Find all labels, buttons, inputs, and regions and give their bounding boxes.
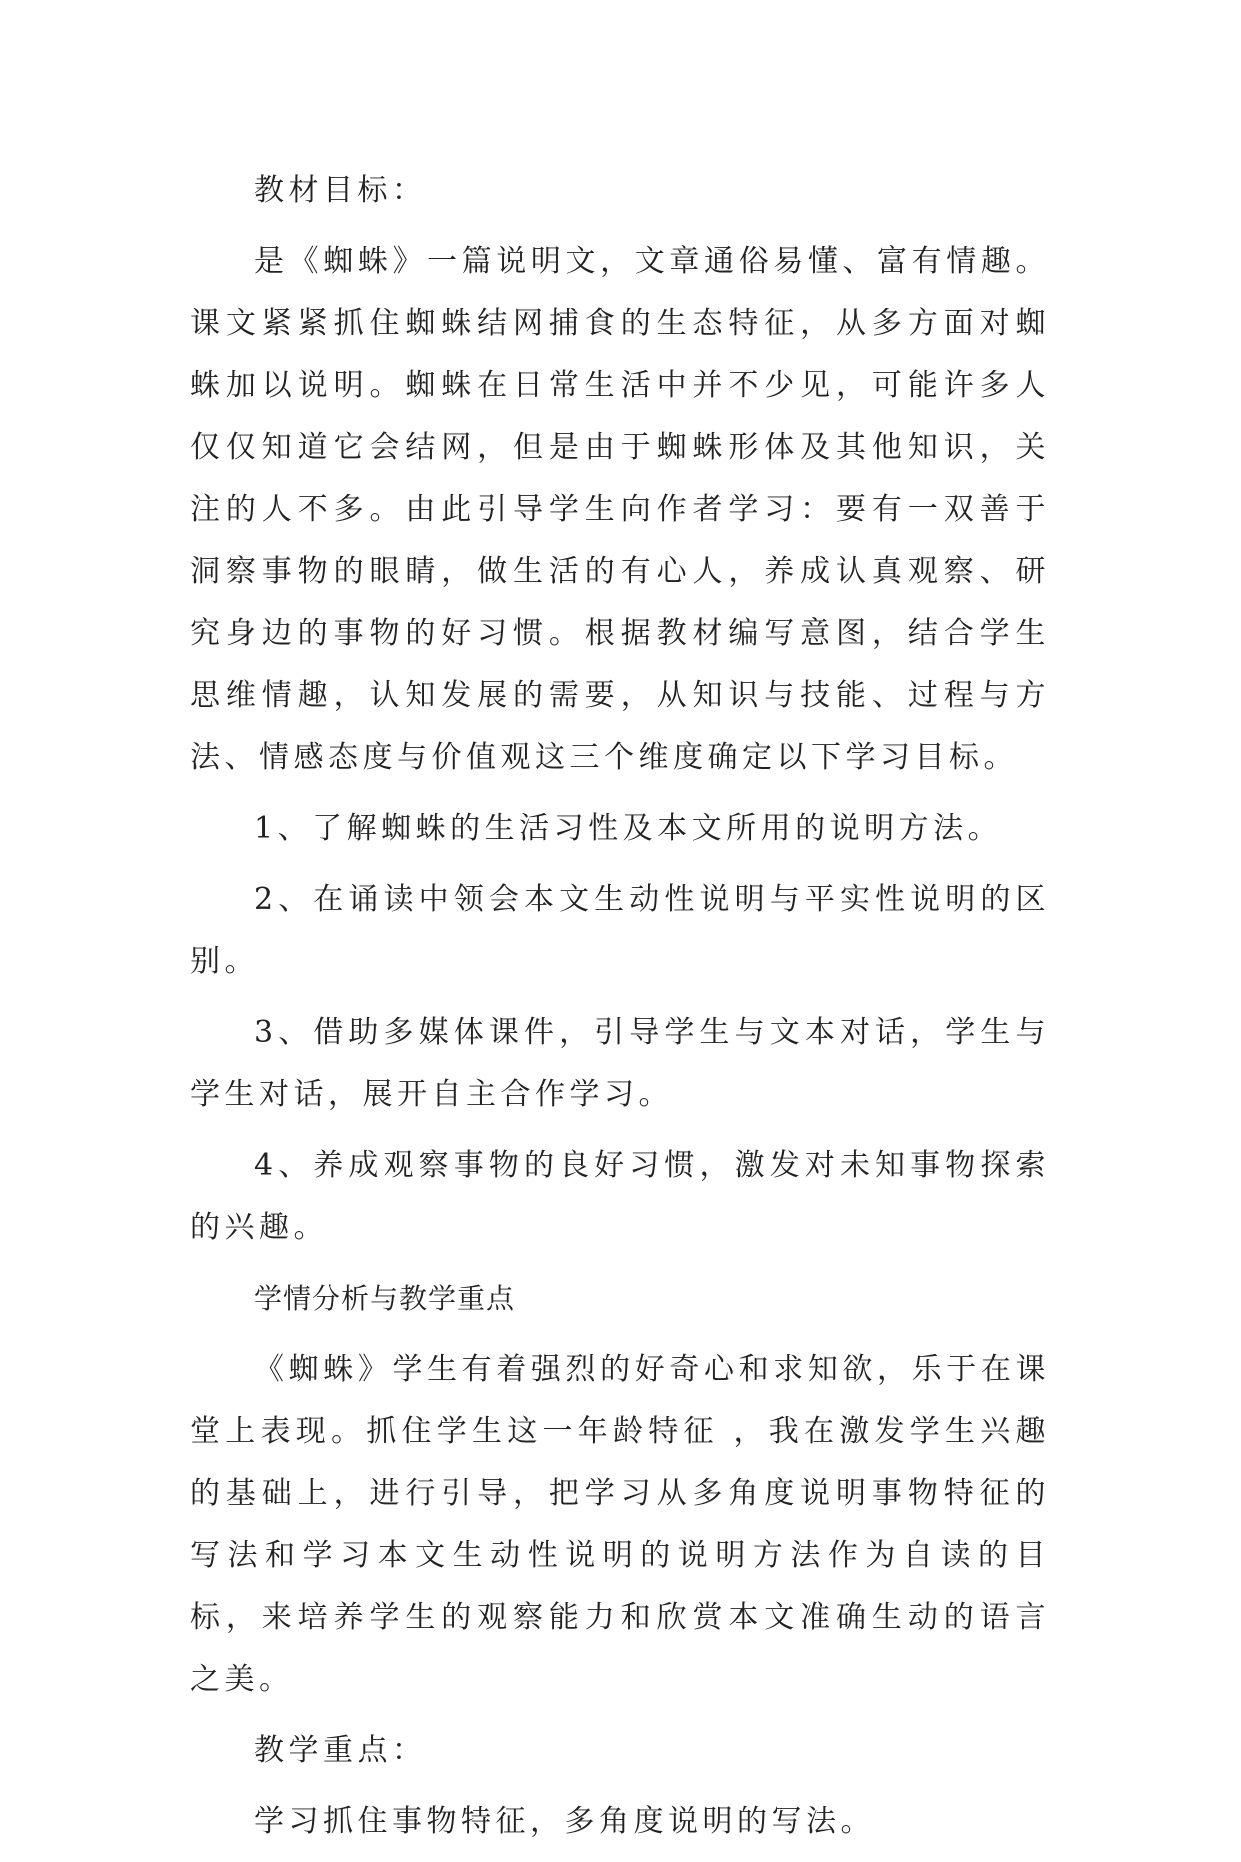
section-heading-key-points: 教学重点： <box>254 1733 427 1768</box>
goal-item-3: 3、借助多媒体课件，引导学生与文本对话，学生与学生对话，展开自主合作学习。 <box>190 1015 1050 1112</box>
goal-item-1: 1、了解蜘蛛的生活习性及本文所用的说明方法。 <box>254 811 1003 846</box>
goal-item-2: 2、在诵读中领会本文生动性说明与平实性说明的区别。 <box>190 882 1050 979</box>
section-heading-analysis: 学情分析与教学重点 <box>254 1282 516 1315</box>
paragraph-analysis: 《蜘蛛》学生有着强烈的好奇心和求知欲，乐于在课堂上表现。抓住学生这一年龄特征 ，我在激发学生兴趣的基础上，进行引导，把学习从多角度说明事物特征的写法和学习本文生动性说明的说明方法作为自读的目标，来培养学生的观察能力和欣赏本文准确生动的语言之美。 <box>190 1352 1050 1697</box>
paragraph-key-point: 学习抓住事物特征，多角度说明的写法。 <box>254 1804 875 1839</box>
section-heading-textbook-goals: 教材目标： <box>254 173 427 208</box>
goal-item-4: 4、养成观察事物的良好习惯，激发对未知事物探索的兴趣。 <box>190 1148 1050 1245</box>
document-body <box>190 160 1050 1862</box>
paragraph-intro: 是《蜘蛛》一篇说明文，文章通俗易懂、富有情趣。课文紧紧抓住蜘蛛结网捕食的生态特征，从多方面对蜘蛛加以说明。蜘蛛在日常生活中并不少见，可能许多人仅仅知道它会结网，但是由于蜘蛛形体及其他知识，关注的人不多。由此引导学生向作者学习：要有一双善于洞察事物的眼睛，做生活的有心人，养成认真观察、研究身边的事物的好习惯。根据教材编写意图，结合学生思维情趣，认知发展的需要，从知识与技能、过程与方法、情感态度与价值观这三个维度确定以下学习目标。 <box>190 244 1050 775</box>
